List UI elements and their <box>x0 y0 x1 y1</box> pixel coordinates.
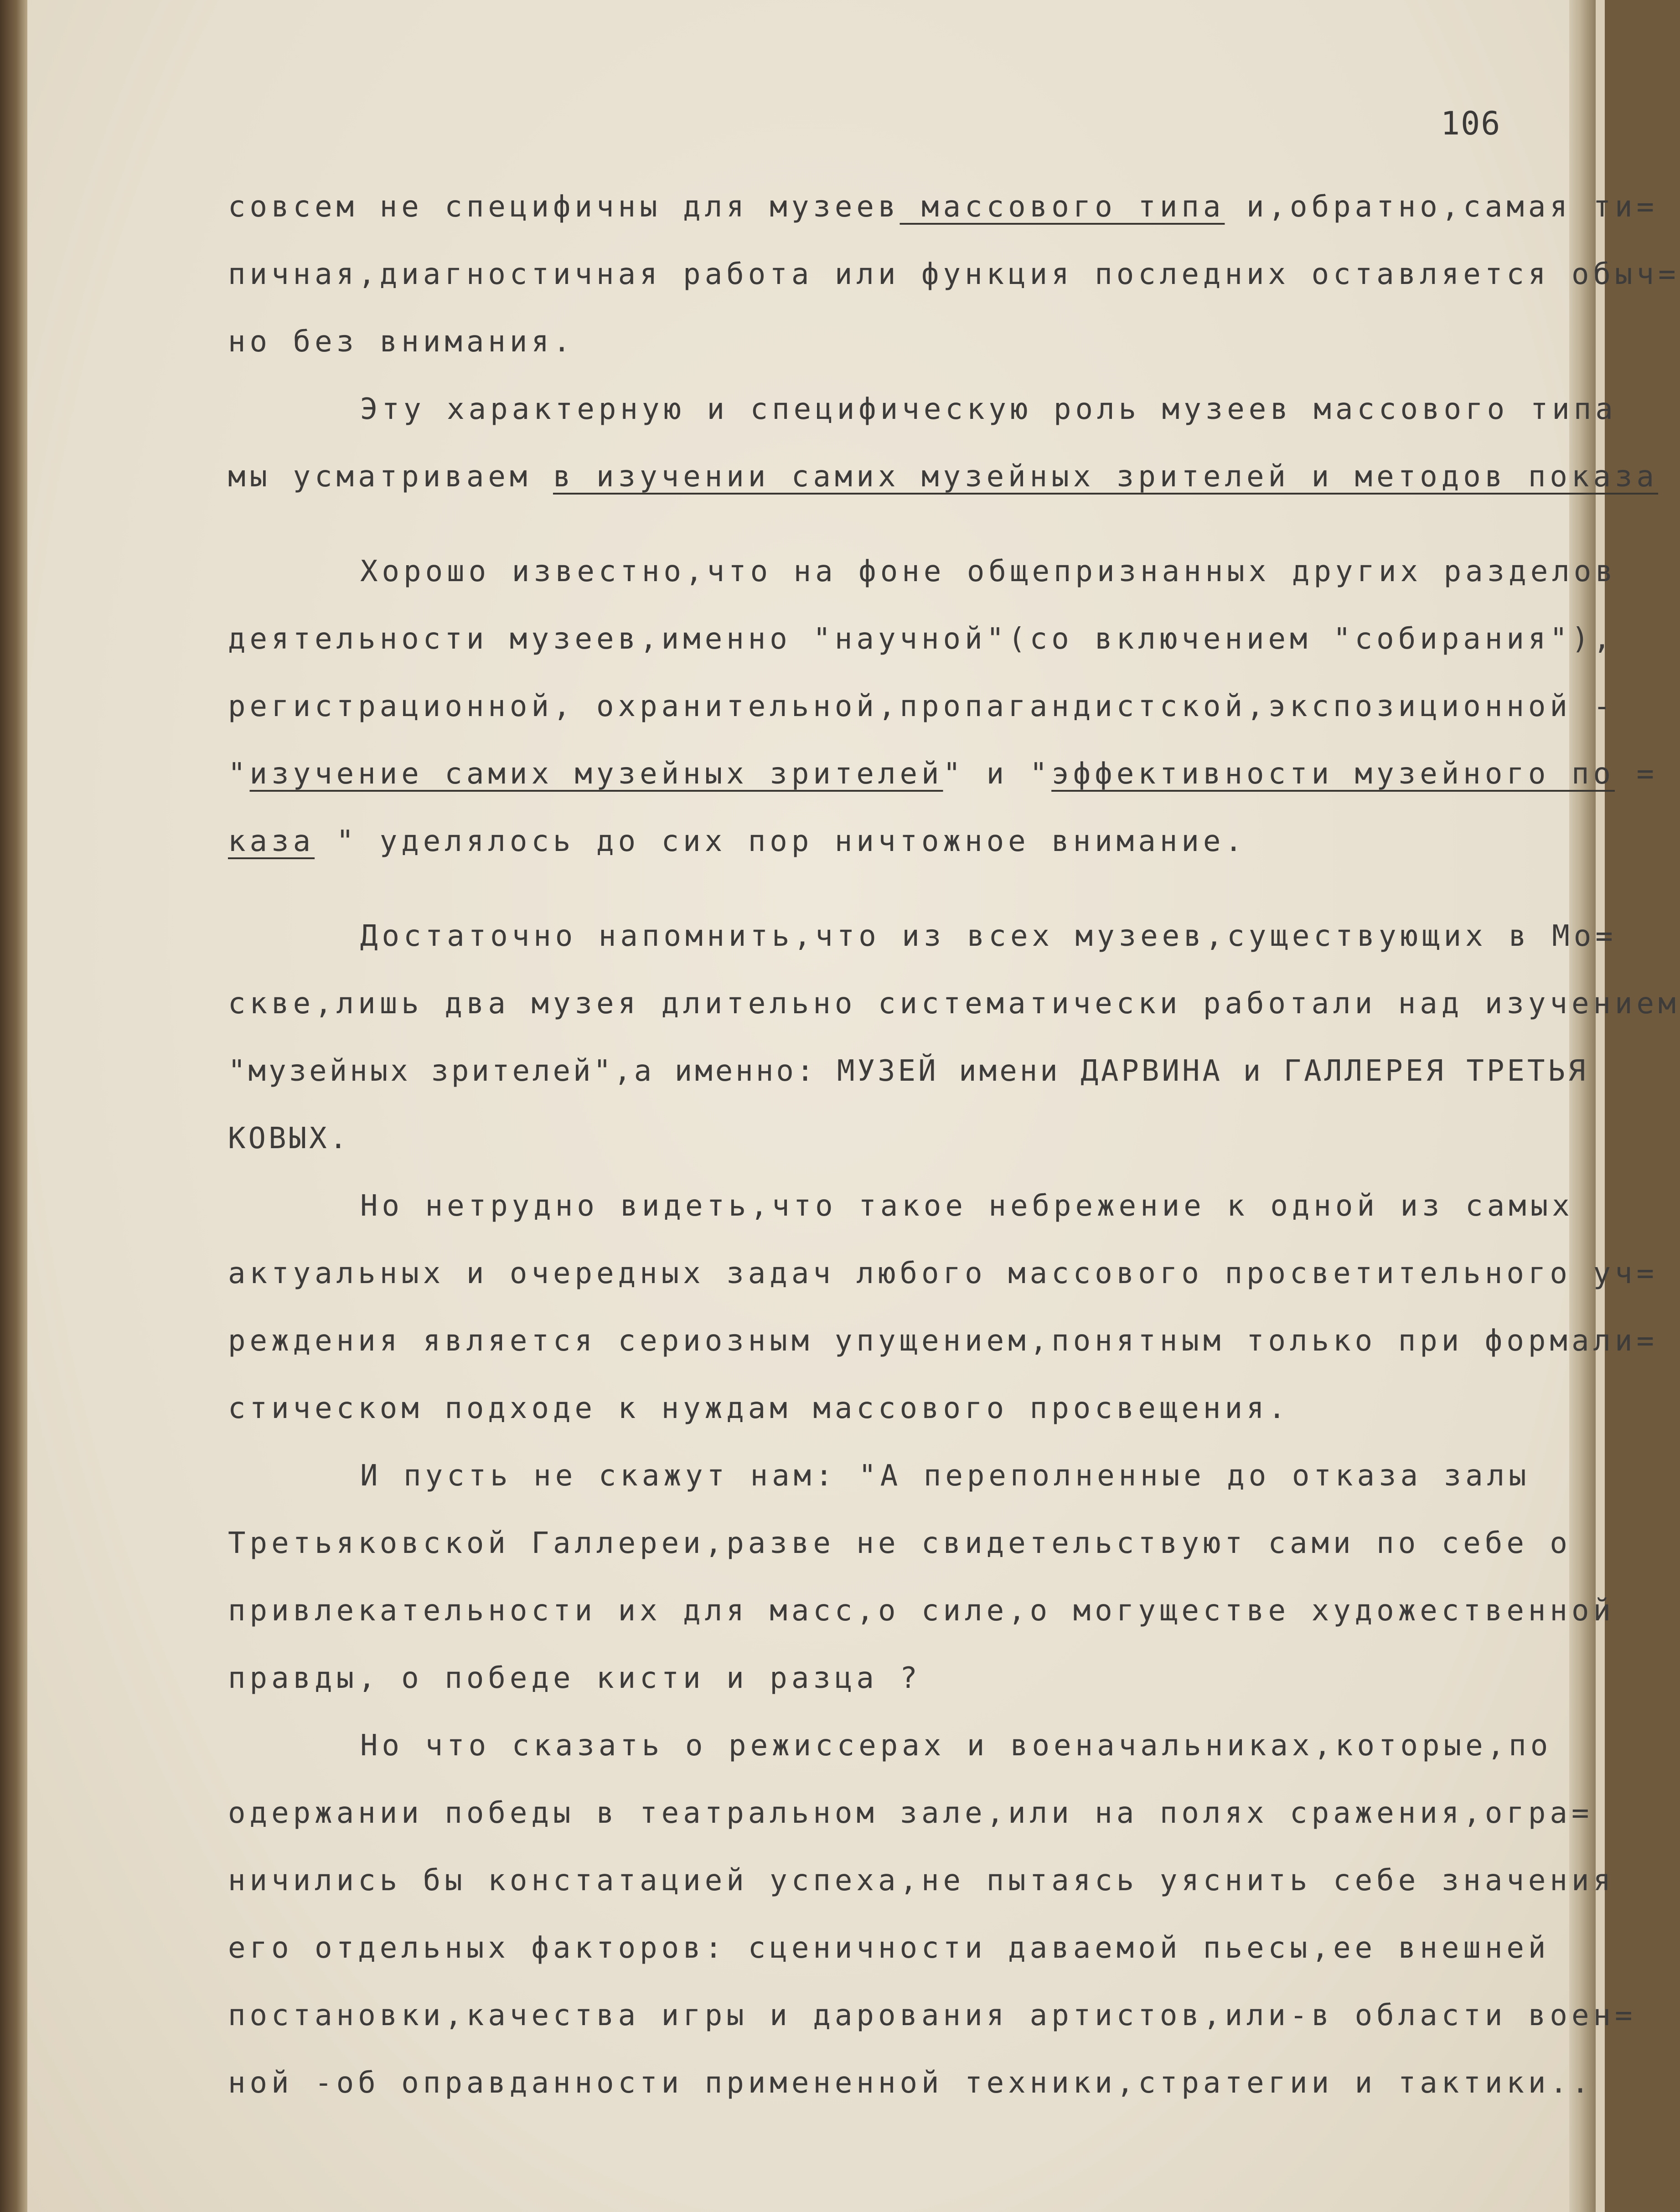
text-line: И пусть не скажут нам: "А переполненные до отказа залы <box>360 1459 1530 1493</box>
text-line: Эту характерную и специфическую роль музеев массового типа <box>360 392 1617 426</box>
text-line: актуальных и очередных задач любого массового просветительного уч= <box>228 1257 1659 1290</box>
text-run: " и " <box>943 757 1052 791</box>
text-line: стическом подходе к нуждам массового просвещения. <box>228 1392 1290 1425</box>
text-run: мы усматриваем <box>228 460 553 494</box>
text-line: КОВЫХ. <box>228 1122 350 1155</box>
text-line: его отдельных факторов: сценичности даваемой пьесы,ее внешней <box>228 1931 1550 1965</box>
text-line: пичная,диагностичная работа или функция последних оставляется обыч= <box>228 258 1680 291</box>
paragraph-gap <box>228 510 1596 538</box>
underlined-run: эффективности музейного по <box>1051 757 1615 791</box>
underlined-run: изучение самих музейных зрителей <box>249 757 943 791</box>
typewritten-text <box>228 173 1680 2117</box>
text-line: скве,лишь два музея длительно систематически работали над изучением <box>228 987 1680 1021</box>
text-line: правды, о победе кисти и разца ? <box>228 1661 921 1695</box>
text-line <box>228 808 1596 875</box>
text-run: " <box>228 757 250 791</box>
text-line: Но что сказать о режиссерах и военачальниках,которые,по <box>360 1729 1552 1763</box>
text-line: регистрационной, охранительной,пропагандистской,экспозиционной - <box>228 690 1615 723</box>
text-line: ной -об оправданности примененной техники,стратегии и тактики.. <box>228 2066 1593 2100</box>
paragraph-3 <box>228 538 1659 875</box>
text-run: " уделялось до сих пор ничтожное внимание. <box>315 825 1246 858</box>
text-line: одержании победы в театральном зале,или на полях сражения,огра= <box>228 1796 1593 1830</box>
paragraph-7 <box>228 1712 1637 2117</box>
text-line <box>228 173 1659 241</box>
text-run: совсем не специфичны для музеев <box>228 190 900 224</box>
text-line: "музейных зрителей",а именно: МУЗЕЙ имени ДАРВИНА и ГАЛЛЕРЕЯ ТРЕТЬЯ <box>228 1054 1588 1088</box>
text-line: постановки,качества игры и дарования артистов,или-в области воен= <box>228 1999 1637 2032</box>
paragraph-6 <box>228 1442 1615 1712</box>
underlined-run: массового типа <box>899 190 1225 224</box>
text-run: = <box>1615 757 1659 791</box>
paragraph-1 <box>228 173 1680 376</box>
page-number: 106 <box>1441 105 1501 142</box>
text-line: Но нетрудно видеть,что такое небрежение к одной из самых <box>360 1189 1574 1223</box>
text-line: Достаточно напомнить,что из всех музеев,существующих в Мо= <box>360 919 1617 953</box>
text-line: деятельности музеев,именно "научной"(со включением "собирания"), <box>228 622 1615 656</box>
binding-edge <box>0 0 27 2212</box>
underlined-run: в изучении самих музейных зрителей и методов показа <box>553 460 1659 494</box>
text-line: но без внимания. <box>228 325 575 359</box>
paragraph-gap <box>228 875 1596 902</box>
text-line: реждения является сериозным упущением,понятным только при формали= <box>228 1324 1659 1358</box>
paragraph-4 <box>228 902 1680 1172</box>
text-line <box>228 740 1659 808</box>
text-line <box>228 443 1659 510</box>
text-run: и,обратно,самая ти= <box>1225 190 1659 224</box>
text-line: Третьяковской Галлереи,разве не свидетельствуют сами по себе о <box>228 1526 1571 1560</box>
underlined-run: каза <box>228 825 315 858</box>
text-line: привлекательности их для масс,о силе,о могуществе художественной <box>228 1594 1615 1628</box>
paragraph-2 <box>228 376 1659 510</box>
text-line: Хорошо известно,что на фоне общепризнанных других разделов <box>360 555 1617 588</box>
paragraph-5 <box>228 1172 1659 1442</box>
text-line: ничились бы констатацией успеха,не пытаясь уяснить себе значения <box>228 1864 1615 1897</box>
